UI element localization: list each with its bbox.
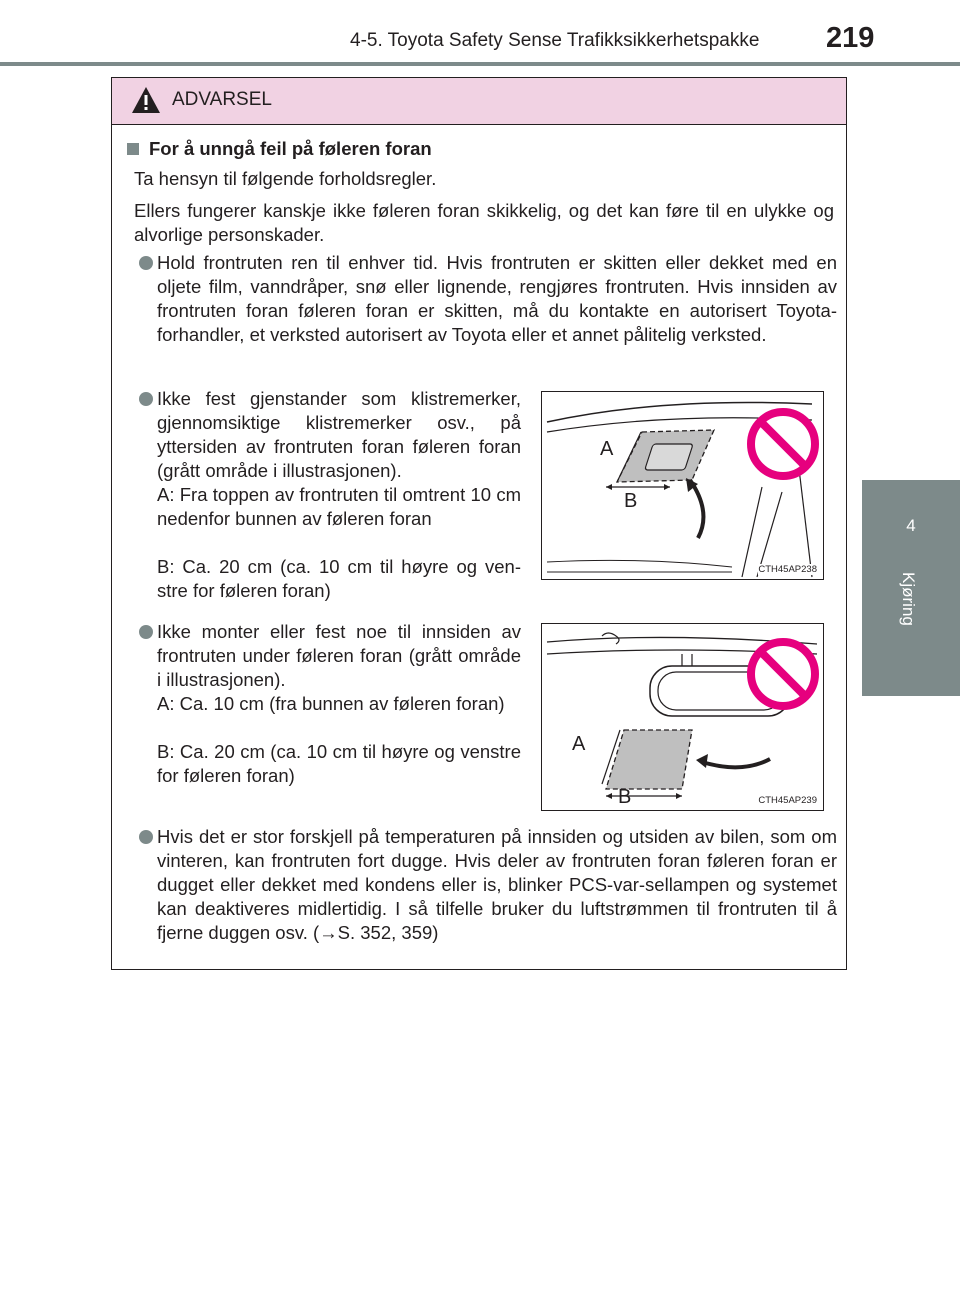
figure-sensor-inside [541, 623, 824, 811]
chapter-label: Kjøring [899, 572, 918, 626]
bullet-2-text: Ikke fest gjenstander som klistremerker, gjennomsiktige klistremerker osv., på yttersiden av frontruten foran føleren foran (grått område i illustrasjonen). [157, 388, 521, 481]
warning-header [112, 78, 846, 125]
bullet-4-text: Hvis det er stor forskjell på temperaturen på innsiden og utsiden av bilen, som om vinteren, kan frontruten fort dugge. Hvis deler av frontruten foran føleren foran er dugget eller dekket med kondens eller is, blinker PCS-var-sellampen og systemet kan deaktiveres midlertidig. I så tilfelle bruker du luftstrømmen til frontruten til å fjerne duggen osv. (→S. 352, 359) [157, 826, 837, 943]
chapter-number: 4 [906, 516, 916, 535]
warning-label: ADVARSEL [172, 89, 272, 110]
figure-1-label-b: B [624, 490, 638, 512]
bullet-3-text: Ikke monter eller fest noe til innsiden av frontruten under føleren foran (grått område i illustrasjonen). [157, 621, 521, 690]
header-rule [0, 62, 960, 66]
square-bullet-icon [127, 143, 139, 155]
figure-1-code: CTH45AP238 [758, 564, 817, 575]
section-heading-text: For å unngå feil på føleren foran [149, 138, 432, 159]
figure-2-label-b: B [618, 786, 632, 808]
figure-2-code: CTH45AP239 [758, 795, 817, 806]
figure-2-label-a: A [572, 733, 586, 755]
intro-text: Ta hensyn til følgende forholdsregler. [134, 168, 437, 189]
bullet-3-b-text: B: Ca. 20 cm (ca. 10 cm til høyre og venstre for føleren foran) [157, 741, 521, 786]
warning-triangle-icon [131, 86, 161, 114]
bullet-1-text: Hold frontruten ren til enhver tid. Hvis frontruten er skitten eller dekket med en oljete film, vanndråper, snø eller lignende, rengjøres frontruten. Hvis innsiden av frontruten foran føleren foran er skitten, må du kontakte en autorisert Toyota-forhandler, et verksted autorisert av Toyota eller et annet pålitelig verksted. [157, 252, 837, 345]
figure-sensor-outside [541, 391, 824, 580]
bullet-2-b-text: B: Ca. 20 cm (ca. 10 cm til høyre og ven-stre for føleren foran) [157, 556, 521, 601]
bullet-3-a-text: A: Ca. 10 cm (fra bunnen av føleren foran) [157, 693, 505, 714]
windshield-outside-illustration [542, 392, 822, 578]
section-title: 4-5. Toyota Safety Sense Trafikksikkerhetspakke [350, 30, 760, 51]
bullet-icon [139, 830, 153, 844]
warning-box [111, 77, 847, 970]
page-number: 219 [826, 22, 875, 54]
chapter-tab [862, 480, 960, 696]
section-heading [127, 138, 432, 160]
figure-1-label-a: A [600, 438, 614, 460]
bullet-icon [139, 392, 153, 406]
bullet-icon [139, 256, 153, 270]
windshield-inside-illustration [542, 624, 822, 809]
bullet-icon [139, 625, 153, 639]
consequence-text: Ellers fungerer kanskje ikke føleren foran skikkelig, og det kan føre til en ulykke og alvorlige personskader. [134, 200, 834, 245]
bullet-2-a-text: A: Fra toppen av frontruten til omtrent 10 cm nedenfor bunnen av føleren foran [157, 484, 521, 529]
